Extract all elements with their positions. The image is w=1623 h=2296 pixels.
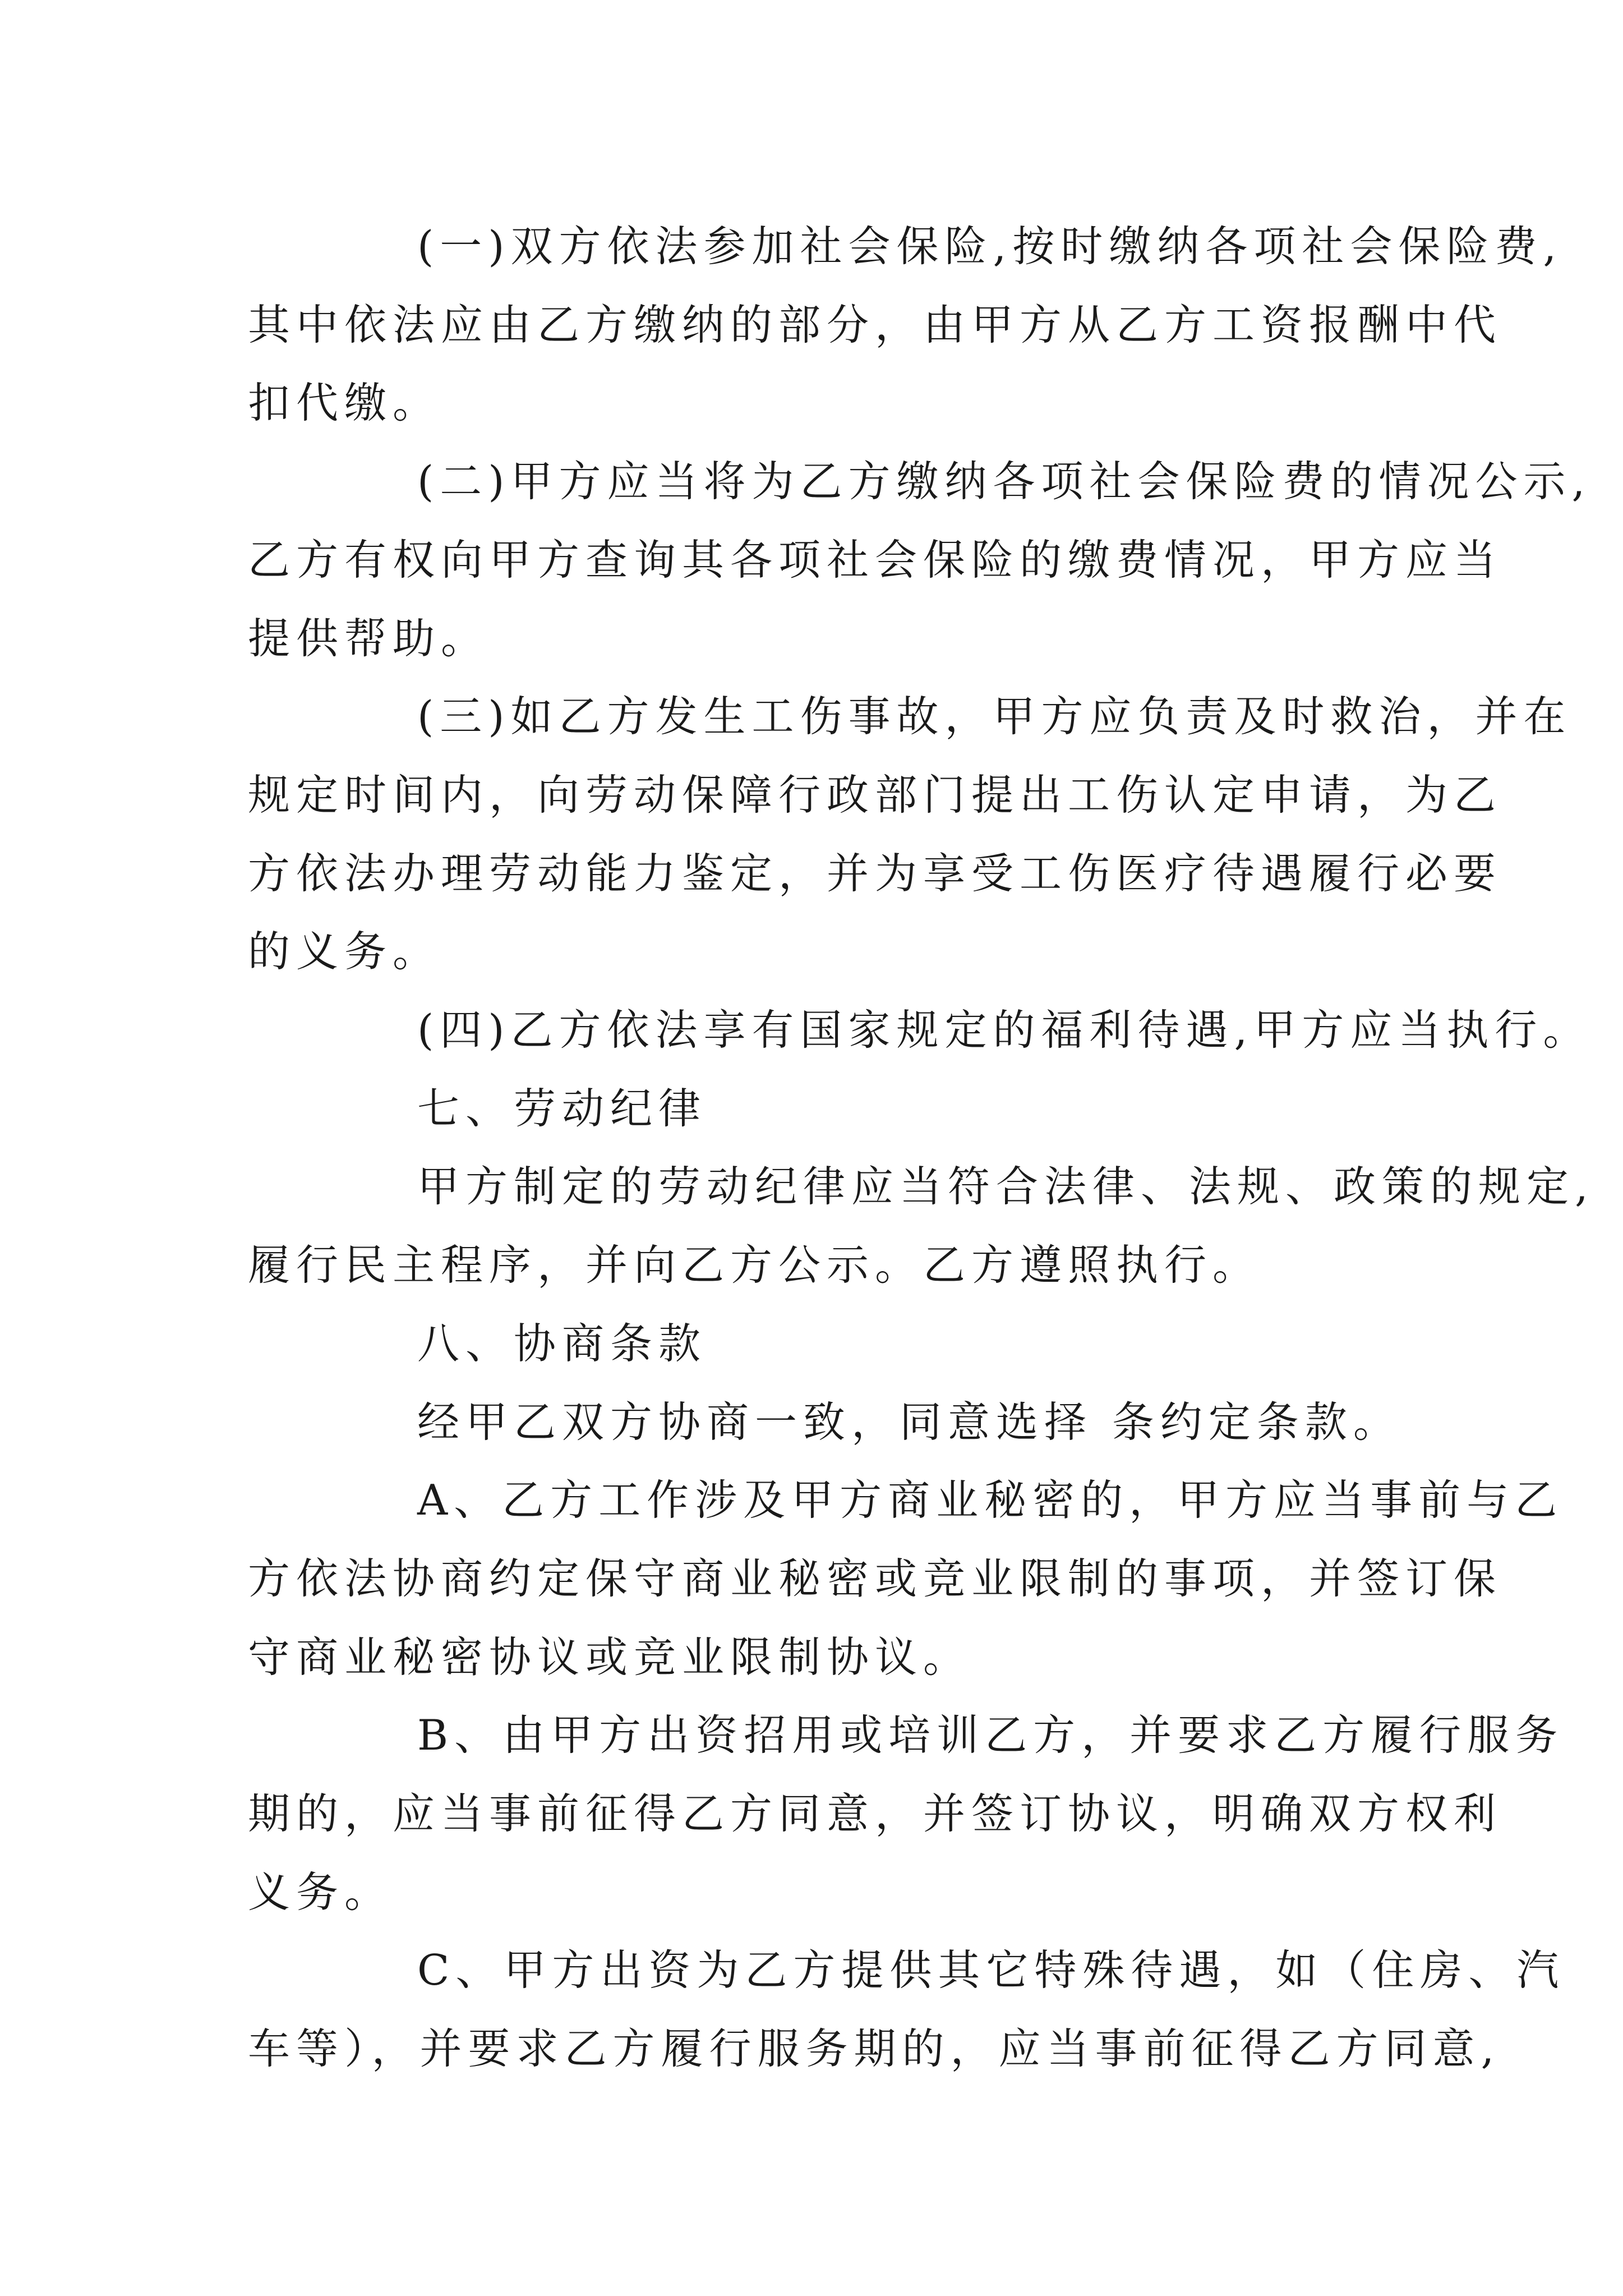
section-heading-text: 八、协商条款	[417, 1318, 707, 1368]
text-line: 经甲乙双方协商一致，同意选择 条约定条款。	[417, 1397, 1401, 1447]
text-line: (四)乙方依法享有国家规定的福利待遇,甲方应当执行。	[417, 1005, 1592, 1055]
text-line: 履行民主程序，并向乙方公示。乙方遵照执行。	[248, 1240, 1261, 1290]
paragraph-clause-a	[248, 1461, 1564, 1696]
section-heading-text: 七、劳动纪律	[417, 1083, 707, 1133]
paragraph-negotiated-intro	[248, 1383, 1401, 1462]
text-line: (三)如乙方发生工伤事故，甲方应负责及时救治，并在	[417, 692, 1572, 742]
paragraph-clause-b	[248, 1696, 1564, 1931]
paragraph-social-insurance-3	[248, 678, 1572, 991]
text-line: 方依法办理劳动能力鉴定，并为享受工伤医疗待遇履行必要	[248, 848, 1502, 898]
text-line: B、由甲方出资招用或培训乙方，并要求乙方履行服务	[417, 1710, 1564, 1760]
text-line: 车等），并要求乙方履行服务期的，应当事前征得乙方同意,	[248, 2024, 1501, 2074]
text-line: A、乙方工作涉及甲方商业秘密的，甲方应当事前与乙	[417, 1475, 1564, 1525]
text-line: 期的，应当事前征得乙方同意，并签订协议，明确双方权利	[248, 1789, 1502, 1839]
text-line: 的义务。	[248, 927, 441, 977]
text-line: 方依法协商约定保守商业秘密或竞业限制的事项，并签订保	[248, 1553, 1502, 1603]
text-line: 守商业秘密协议或竞业限制协议。	[248, 1632, 972, 1682]
paragraph-social-insurance-2	[248, 443, 1592, 678]
text-line: (一)双方依法参加社会保险,按时缴纳各项社会保险费,	[417, 222, 1563, 271]
text-line: 义务。	[248, 1867, 393, 1917]
section-heading-negotiated-terms	[248, 1305, 1386, 1383]
text-line: C、甲方出资为乙方提供其它特殊待遇，如（住房、汽	[417, 1945, 1565, 1995]
paragraph-social-insurance-4	[248, 991, 1592, 1070]
text-line: (二)甲方应当将为乙方缴纳各项社会保险费的情况公示,	[417, 457, 1592, 507]
text-line: 甲方制定的劳动纪律应当符合法律、法规、政策的规定,	[417, 1162, 1594, 1212]
document-body	[248, 208, 1594, 2088]
text-line: 乙方有权向甲方查询其各项社会保险的缴费情况，甲方应当	[248, 535, 1502, 585]
paragraph-social-insurance-1	[248, 208, 1563, 443]
paragraph-clause-c	[248, 1931, 1565, 2088]
text-line: 提供帮助。	[248, 613, 490, 663]
text-line: 其中依法应由乙方缴纳的部分，由甲方从乙方工资报酬中代	[248, 300, 1502, 349]
section-heading-labor-discipline	[248, 1070, 1386, 1148]
paragraph-labor-discipline	[248, 1148, 1594, 1304]
text-line: 扣代缴。	[248, 378, 441, 428]
text-line: 规定时间内，向劳动保障行政部门提出工伤认定申请，为乙	[248, 770, 1502, 820]
